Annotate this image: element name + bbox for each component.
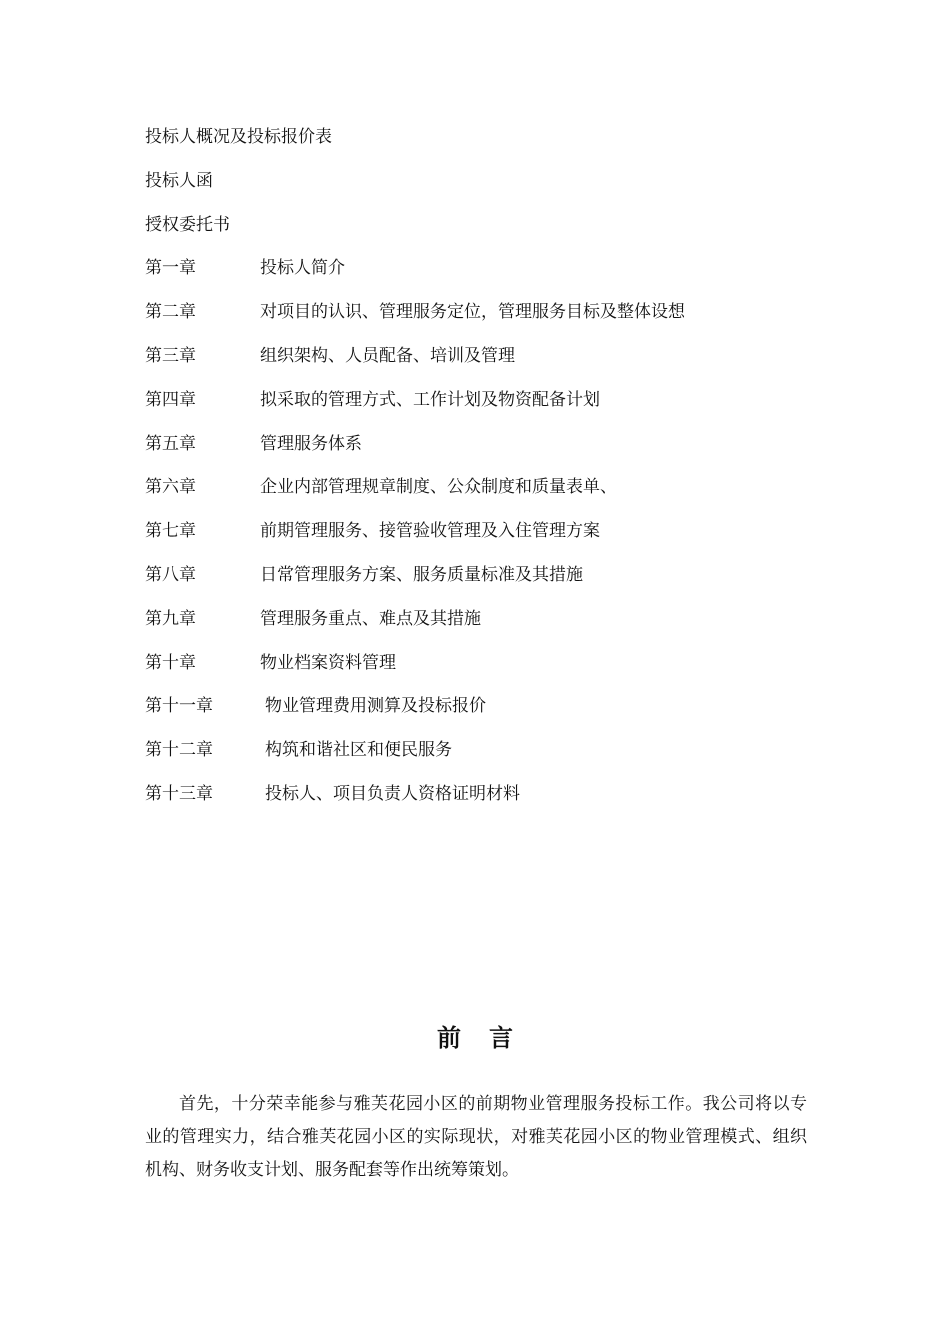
preface-paragraph: 首先，十分荣幸能参与雅芙花园小区的前期物业管理服务投标工作。我公司将以专业的管理实力，结合雅芙花园小区的实际现状，对雅芙花园小区的物业管理模式、组织机构、财务收支计划、服务配套等作出统筹策划。 — [145, 1094, 807, 1180]
toc-chapter-title: 管理服务体系 — [260, 433, 362, 454]
toc-chapter-number: 第七章 — [145, 521, 196, 542]
toc-chapter-number: 第十一章 — [145, 696, 213, 717]
toc-chapter-title: 物业管理费用测算及投标报价 — [265, 696, 486, 717]
table-of-contents — [145, 122, 825, 823]
toc-front-item — [145, 166, 825, 210]
toc-chapter-title: 投标人简介 — [260, 258, 345, 279]
toc-chapter-row — [145, 385, 825, 429]
toc-chapter-number: 第三章 — [145, 345, 196, 366]
toc-chapter-row — [145, 735, 825, 779]
toc-chapter-number: 第十章 — [145, 652, 196, 673]
toc-chapter-row — [145, 297, 825, 341]
toc-chapter-number: 第八章 — [145, 564, 196, 585]
toc-front-item-label: 投标人概况及投标报价表 — [145, 127, 332, 147]
toc-chapter-row — [145, 341, 825, 385]
toc-chapter-number: 第十三章 — [145, 783, 213, 804]
toc-chapter-number: 第五章 — [145, 433, 196, 454]
preface-heading: 前言 — [437, 1023, 541, 1052]
toc-chapter-row — [145, 472, 825, 516]
toc-chapter-number: 第一章 — [145, 258, 196, 279]
toc-chapter-title: 管理服务重点、难点及其措施 — [260, 608, 481, 629]
toc-chapter-title: 对项目的认识、管理服务定位，管理服务目标及整体设想 — [260, 302, 685, 323]
toc-chapter-number: 第十二章 — [145, 740, 213, 761]
toc-front-item-label: 授权委托书 — [145, 214, 230, 235]
toc-chapter-title: 拟采取的管理方式、工作计划及物资配备计划 — [260, 389, 600, 410]
toc-chapter-number: 第九章 — [145, 608, 196, 629]
toc-chapter-title: 物业档案资料管理 — [260, 652, 396, 673]
toc-chapter-row — [145, 429, 825, 473]
toc-chapter-row — [145, 604, 825, 648]
toc-front-item — [145, 122, 825, 166]
toc-chapter-row — [145, 648, 825, 692]
toc-chapter-title: 构筑和谐社区和便民服务 — [265, 740, 452, 761]
toc-chapter-row — [145, 253, 825, 297]
toc-front-item — [145, 210, 825, 254]
toc-chapter-title: 企业内部管理规章制度、公众制度和质量表单、 — [260, 477, 617, 498]
toc-chapter-row — [145, 516, 825, 560]
toc-chapter-row — [145, 560, 825, 604]
toc-front-item-label: 投标人函 — [145, 170, 213, 191]
toc-chapter-title: 日常管理服务方案、服务质量标准及其措施 — [260, 564, 583, 585]
toc-chapter-title: 组织架构、人员配备、培训及管理 — [260, 345, 515, 366]
toc-chapter-title: 投标人、项目负责人资格证明材料 — [265, 783, 520, 804]
toc-chapter-row — [145, 691, 825, 735]
toc-chapter-number: 第二章 — [145, 302, 196, 323]
toc-chapter-title: 前期管理服务、接管验收管理及入住管理方案 — [260, 521, 600, 542]
toc-chapter-number: 第六章 — [145, 477, 196, 498]
toc-chapter-row — [145, 779, 825, 823]
toc-chapter-number: 第四章 — [145, 389, 196, 410]
